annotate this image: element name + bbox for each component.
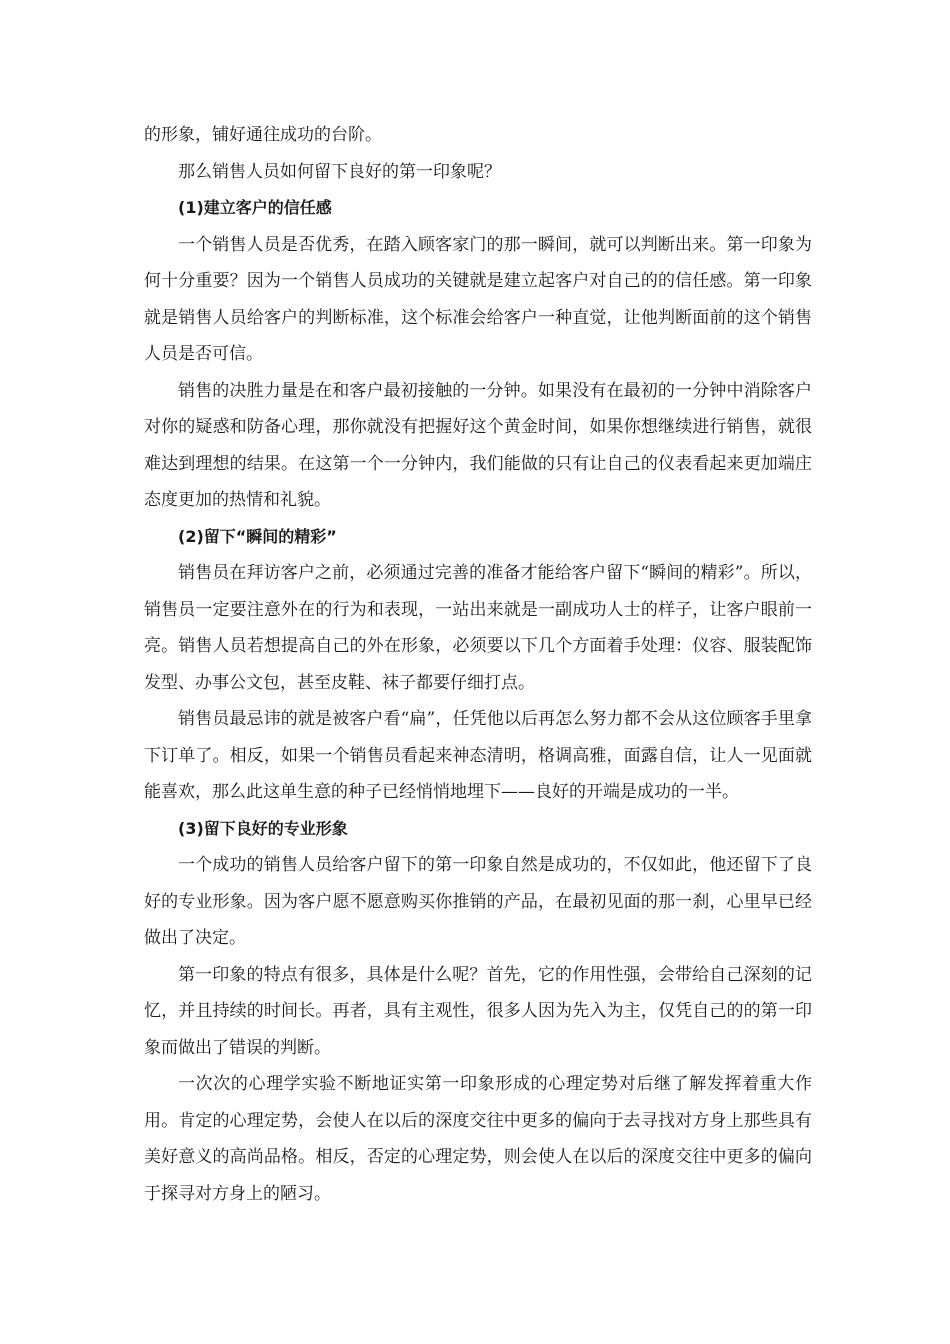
section-heading-trust: (1)建立客户的信任感 xyxy=(178,198,332,217)
paragraph-trust-1: 一个销售人员是否优秀，在踏入顾客家门的那一瞬间，就可以判断出来。第一印象为何十分重要？因为一个销售人员成功的关键就是建立起客户对自己的的信任感。第一印象就是销售人员给客户的判断标准，这个标准会给客户一种直觉，让他判断面前的这个销售人员是否可信。 xyxy=(144,234,812,364)
paragraph-question: 那么销售人员如何留下良好的第一印象呢？ xyxy=(178,161,501,182)
paragraph-moment-2: 销售员最忌讳的就是被客户看“扁”，任凭他以后再怎么努力都不会从这位顾客手里拿下订单了。相反，如果一个销售员看起来神态清明，格调高雅，面露自信，让人一见面就能喜欢，那么此这单生意的种子已经悄悄地埋下——良好的开端是成功的一半。 xyxy=(144,709,812,802)
paragraph-trust-2: 销售的决胜力量是在和客户最初接触的一分钟。如果没有在最初的一分钟中消除客户对你的疑惑和防备心理，那你就没有把握好这个黄金时间，如果你想继续进行销售，就很难达到理想的结果。在这第一个一分钟内，我们能做的只有让自己的仪表看起来更加端庄态度更加的热情和礼貌。 xyxy=(144,380,812,510)
paragraph-professional-2: 第一印象的特点有很多，具体是什么呢？首先，它的作用性强，会带给自己深刻的记忆，并且持续的时间长。再者，具有主观性，很多人因为先入为主，仅凭自己的的第一印象而做出了错误的判断。 xyxy=(144,964,812,1058)
paragraph-professional-1: 一个成功的销售人员给客户留下的第一印象自然是成功的，不仅如此，他还留下了良好的专业形象。因为客户愿不愿意购买你推销的产品，在最初见面的那一刹，心里早已经做出了决定。 xyxy=(144,855,812,948)
paragraph-professional-3: 一次次的心理学实验不断地证实第一印象形成的心理定势对后继了解发挥着重大作用。肯定的心理定势，会使人在以后的深度交往中更多的偏向于去寻找对方身上那些具有美好意义的高尚品格。相反，否定的心理定势，则会使人在以后的深度交往中更多的偏向于探寻对方身上的陋习。 xyxy=(144,1074,812,1204)
document-body xyxy=(144,117,812,1212)
section-heading-professional: (3)留下良好的专业形象 xyxy=(178,818,348,838)
paragraph-moment-1: 销售员在拜访客户之前，必须通过完善的准备才能给客户留下“瞬间的精彩”。所以，销售员一定要注意外在的行为和表现，一站出来就是一副成功人士的样子，让客户眼前一亮。销售人员若想提高自己的外在形象，必须要以下几个方面着手处理：仪容、服装配饰发型、办事公文包，甚至皮鞋、袜子都要仔细打点。 xyxy=(144,563,812,693)
section-heading-moment: (2)留下“瞬间的精彩” xyxy=(178,526,337,546)
paragraph-intro-continuation: 的形象，铺好通往成功的台阶。 xyxy=(144,125,382,145)
